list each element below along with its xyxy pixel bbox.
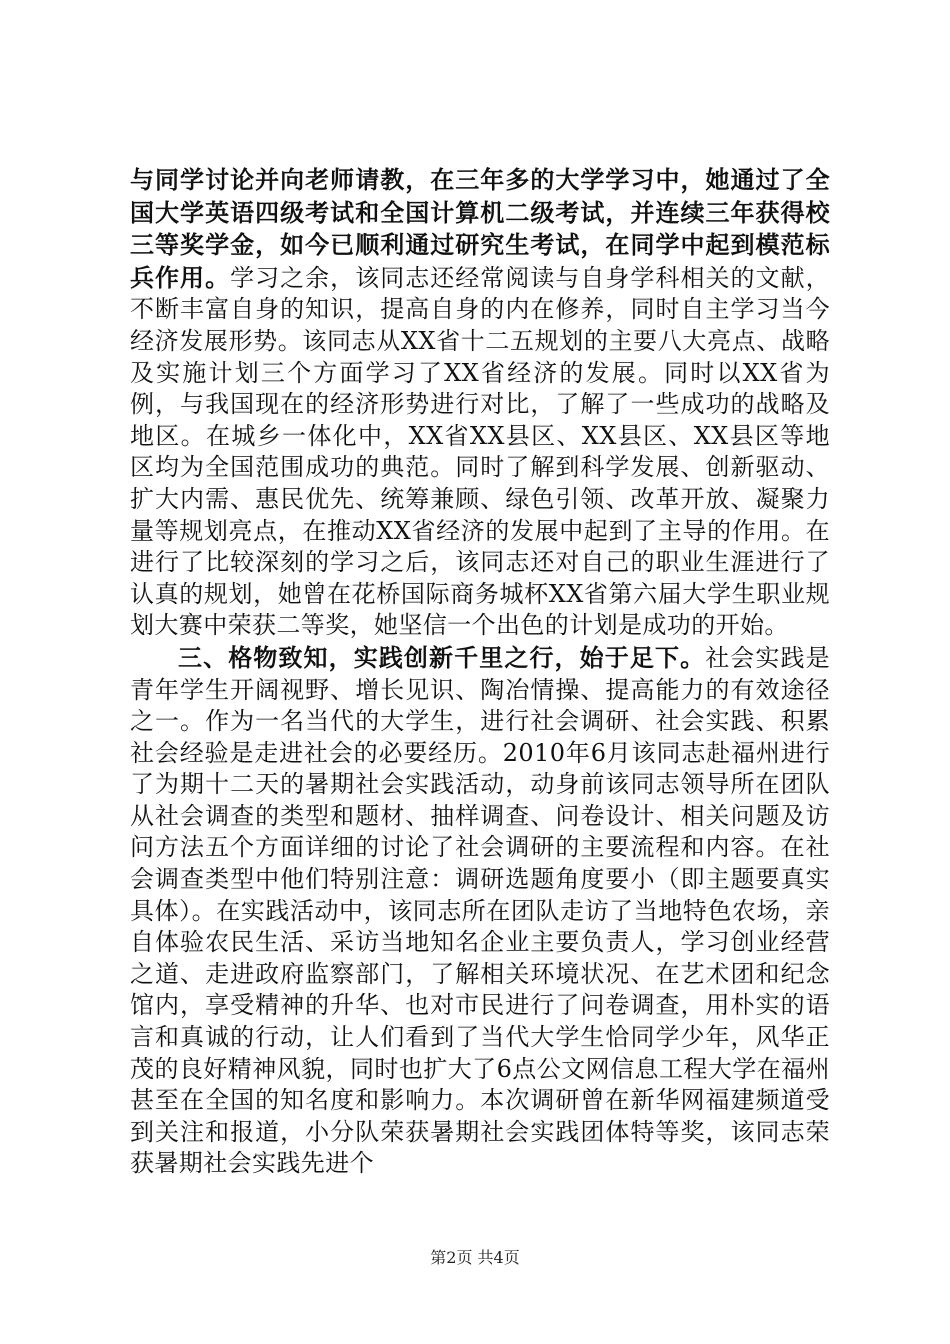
document-body (130, 164, 830, 1180)
page-footer: 第2页 共4页 (430, 1248, 520, 1267)
body-text-practice: 社会实践是青年学生开阔视野、增长见识、陶冶情操、提高能力的有效途径之一。作为一名当代的大学生，进行社会调研、社会实践、积累社会经验是走进社会的必要经历。2010年6月该同志赴福州进行了为期十二天的暑期社会实践活动，动身前该同志领导所在团队从社会调查的类型和题材、抽样调查、问卷设计、相关问题及访问方法五个方面详细的讨论了社会调研的主要流程和内容。在社会调查类型中他们特别注意：调研选题角度要小（即主题要真实具体）。在实践活动中，该同志所在团队走访了当地特色农场，亲自体验农民生活、采访当地知名企业主要负责人，学习创业经营之道、走进政府监察部门，了解相关环境状况、在艺术团和纪念馆内，享受精神的升华、也对市民进行了问卷调查，用朴实的语言和真诚的行动，让人们看到了当代大学生恰同学少年，风华正茂的良好精神风貌，同时也扩大了6点公文网信息工程大学在福州甚至在全国的知名度和影响力。本次调研曾在新华网福建频道受到关注和报道，小分队荣获暑期社会实践团体特等奖，该同志荣获暑期社会实践先进个 (130, 643, 831, 1178)
paragraph-practice (130, 642, 830, 1180)
section-heading-practice: 三、格物致知，实践创新千里之行，始于足下。 (178, 642, 706, 672)
bold-text-achievements: 与同学讨论并向老师请教，在三年多的大学学习中，她通过了全国大学英语四级考试和全国计算机二级考试，并连续三年获得校三等奖学金，如今已顺利通过研究生考试，在同学中起到模范标兵作用。 (130, 165, 830, 292)
body-text-study: 学习之余，该同志还经常阅读与自身学科相关的文献，不断丰富自身的知识，提高自身的内在修养，同时自主学习当今经济发展形势。该同志从XX省十二五规划的主要八大亮点、战略及实施计划三个方面学习了XX省经济的发展。同时以XX省为例，与我国现在的经济形势进行对比，了解了一些成功的战略及地区。在城乡一体化中，XX省XX县区、XX县区、XX县区等地区均为全国范围成功的典范。同时了解到科学发展、创新驱动、扩大内需、惠民优先、统筹兼顾、绿色引领、改革开放、凝聚力量等规划亮点，在推动XX省经济的发展中起到了主导的作用。在进行了比较深刻的学习之后，该同志还对自己的职业生涯进行了认真的规划，她曾在花桥国际商务城杯XX省第六届大学生职业规划大赛中荣获二等奖，她坚信一个出色的计划是成功的开始。 (130, 263, 830, 640)
paragraph-study (130, 164, 830, 642)
